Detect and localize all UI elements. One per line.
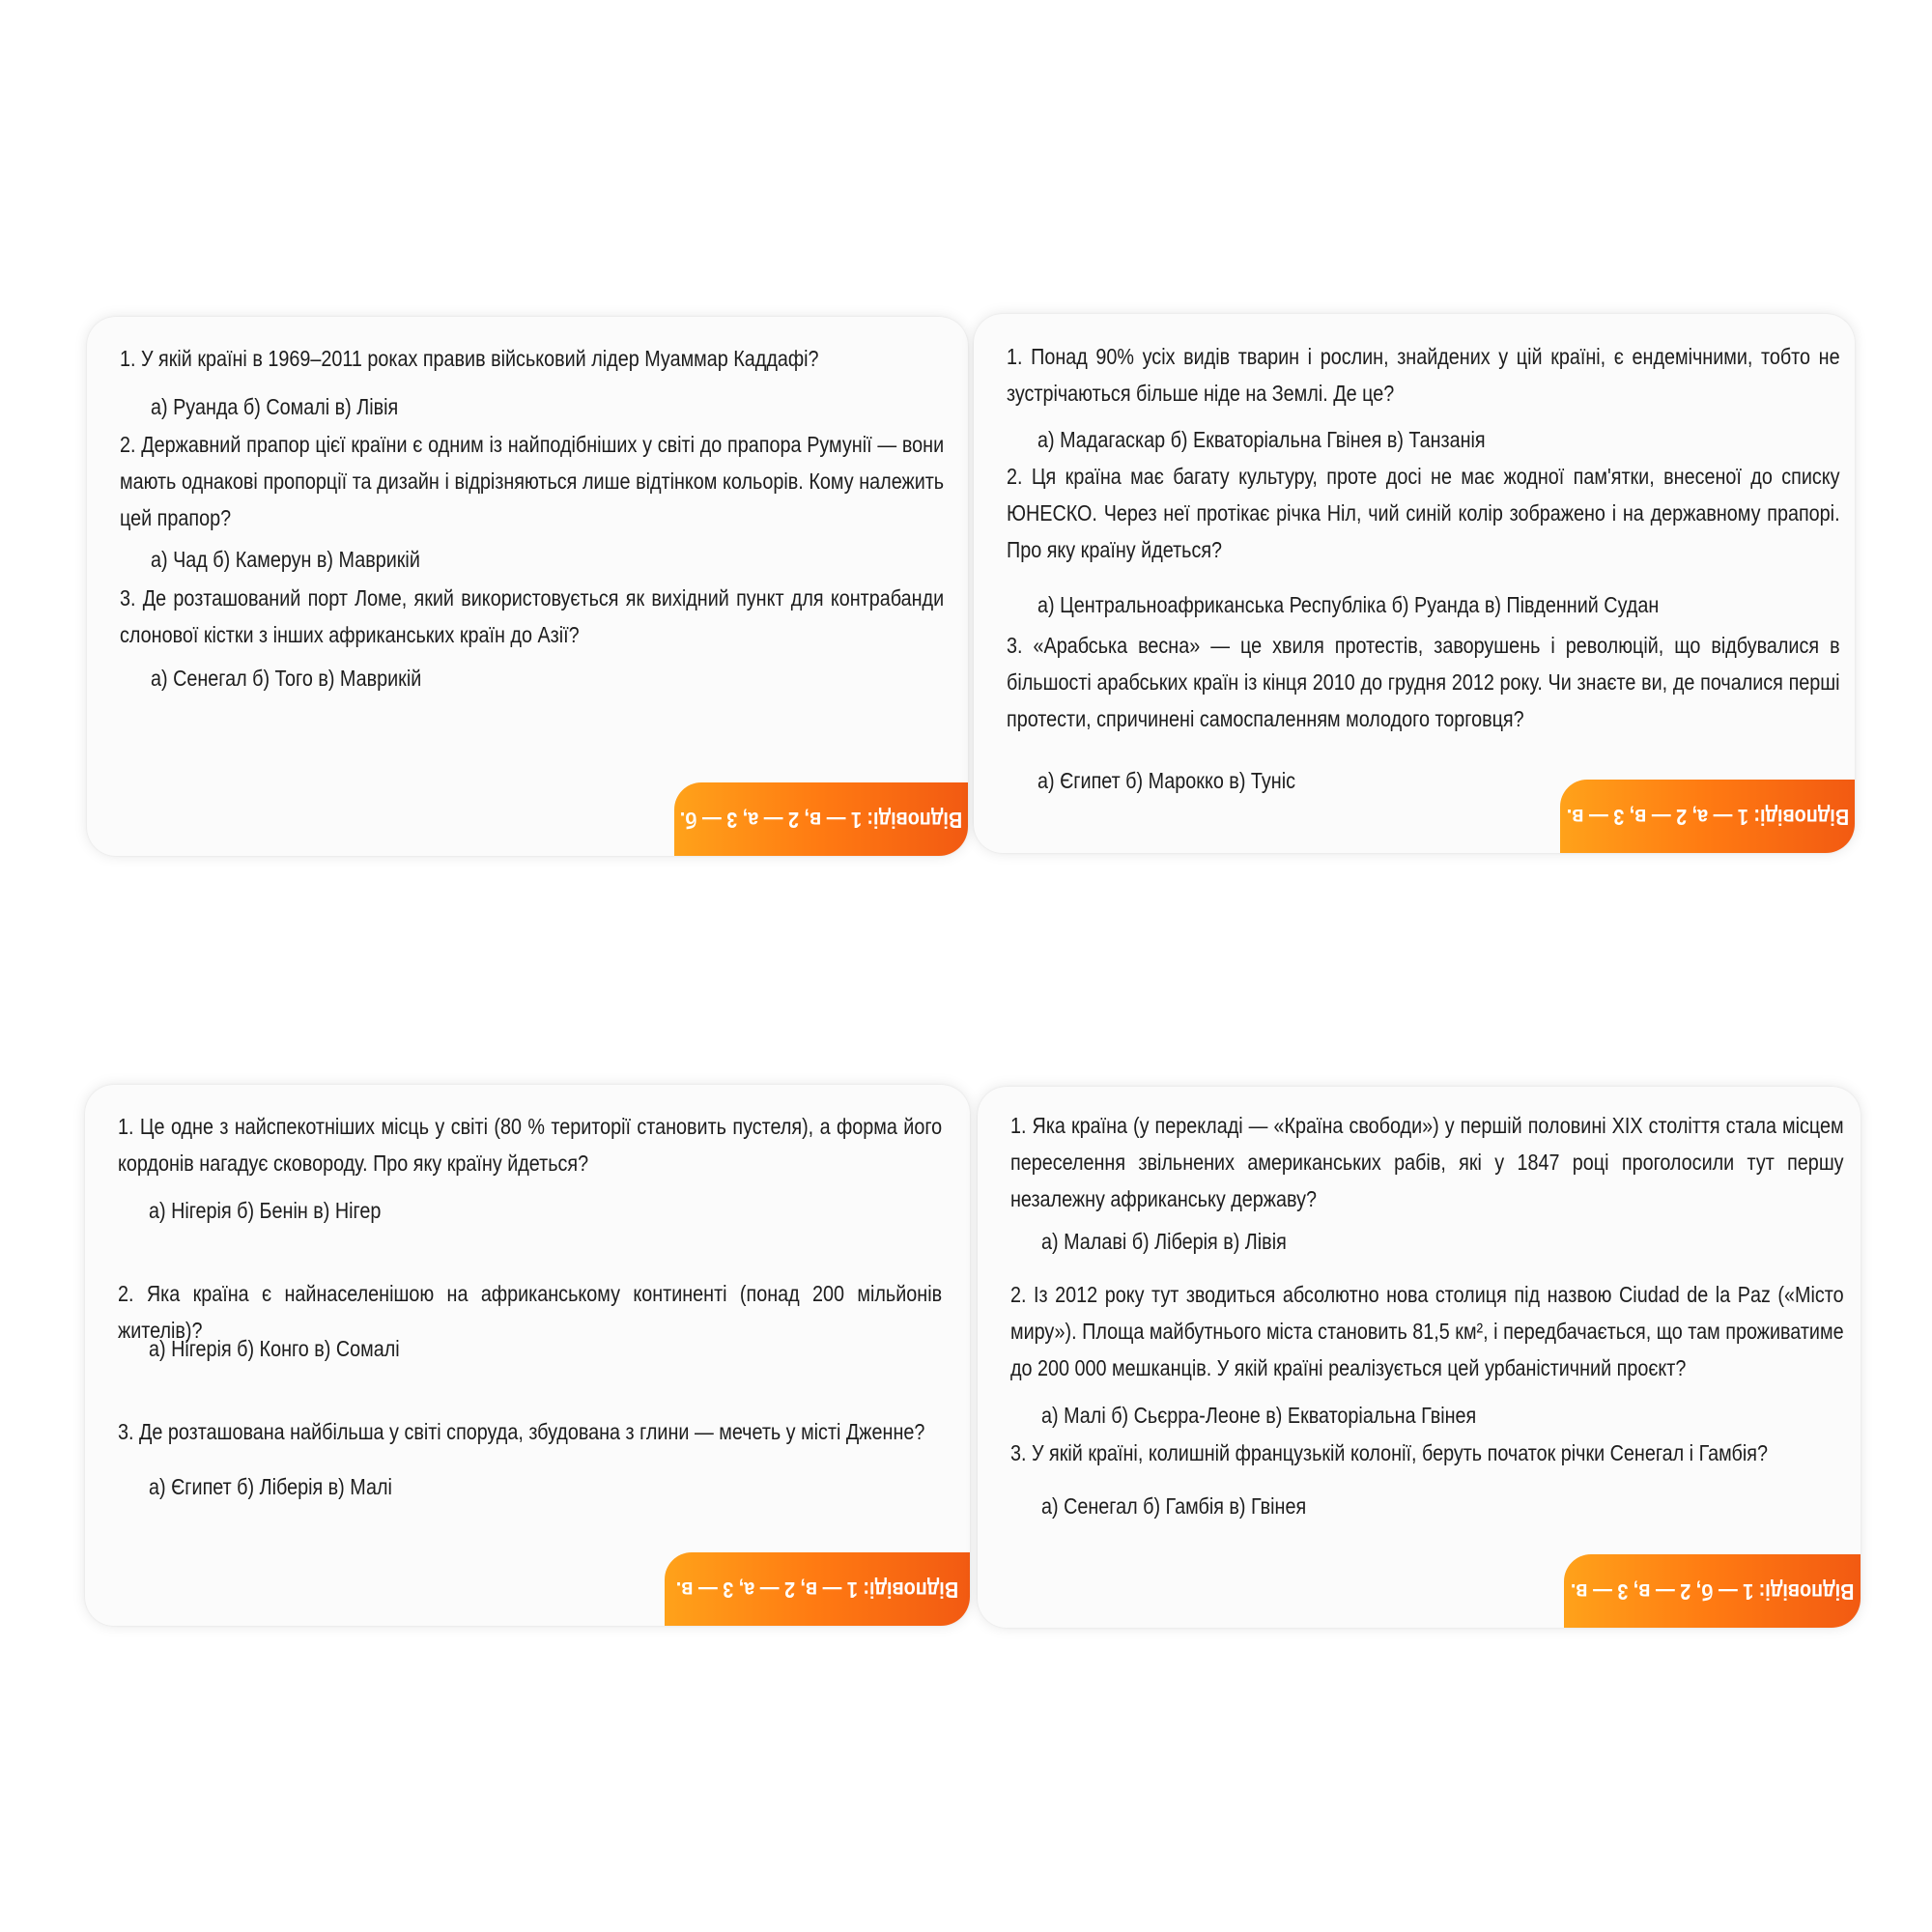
question-3: 3. Де розташований порт Ломе, який використовується як вихідний пункт для контрабанди слонової кістки з інших африканських країн до Азії?	[120, 585, 945, 647]
answer-options-2: а) Центральноафриканська Республіка б) Руанда в) Південний Судан	[1037, 592, 1660, 617]
answer-options-3: а) Єгипет б) Ліберія в) Малі	[149, 1474, 392, 1499]
question-2: 2. Із 2012 року тут зводиться абсолютно нова столиця під назвою Ciudad de la Paz («Місто миру»). Площа майбутнього міста становить 81,5 км², і передбачається, що там проживатиме до 200 000 мешканців. У якій країні реалізується цей урбаністичний проєкт?	[1010, 1282, 1844, 1380]
answer-options-2: а) Чад б) Камерун в) Маврикій	[151, 547, 420, 572]
question-1: 1. Яка країна (у перекладі — «Країна свободи») у першій половині XIX століття стала місцем переселення звільнених американських рабів, які у 1847 році проголосили тут першу незалежну африканську державу?	[1010, 1113, 1844, 1211]
answer-options-1: а) Нігерія б) Бенін в) Нігер	[149, 1198, 382, 1223]
question-3: 3. «Арабська весна» — це хвиля протестів, заворушень і революцій, що відбувалися в більшості арабських країн із кінця 2010 до грудня 2012 року. Чи знаєте ви, де почалися перші протести, спричинені самоспаленням молодого торговця?	[1007, 633, 1840, 731]
answer-options-3: а) Єгипет б) Марокко в) Туніс	[1037, 768, 1295, 793]
quiz-card-1	[87, 317, 968, 856]
question-2: 2. Ця країна має багату культуру, проте досі не має жодної пам'ятки, внесеної до списку ЮНЕСКО. Через неї протікає річка Ніл, чий синій колір зображено і на державному прапорі. Про яку країну йдеться?	[1007, 464, 1840, 562]
answer-key-text: Відповіді: 1 — а, 2 — в, 3 — в.	[1566, 804, 1849, 830]
question-2: 2. Державний прапор цієї країни є одним із найподібніших у світі до прапора Румунії — вони мають однакові пропорції та дизайн і відрізняються лише відтінком кольорів. Кому належить цей прапор?	[120, 432, 945, 530]
answer-options-3: а) Сенегал б) Гамбія в) Гвінея	[1041, 1493, 1307, 1519]
answer-key-tab	[665, 1552, 970, 1626]
question-1: 1. Це одне з найспекотніших місць у світі (80 % території становить пустеля), а форма його кордонів нагадує сковороду. Про яку країну йдеться?	[118, 1114, 943, 1176]
question-3: 3. У якій країні, колишній французькій колонії, беруть початок річки Сенегал і Гамбія?	[1010, 1440, 1768, 1465]
quiz-card-4	[978, 1087, 1861, 1628]
quiz-card-3	[85, 1085, 970, 1626]
answer-key-text: Відповіді: 1 — в, 2 — а, 3 — в.	[675, 1577, 959, 1603]
quiz-card-2	[974, 314, 1855, 853]
answer-key-tab	[1564, 1554, 1861, 1628]
answer-options-3: а) Сенегал б) Того в) Маврикій	[151, 666, 422, 691]
answer-key-tab	[1560, 780, 1855, 853]
answer-options-1: а) Малаві б) Ліберія в) Лівія	[1041, 1229, 1287, 1254]
answer-options-2: а) Нігерія б) Конго в) Сомалі	[149, 1336, 400, 1361]
answer-options-1: а) Мадагаскар б) Екваторіальна Гвінея в) Танзанія	[1037, 427, 1486, 452]
answer-options-1: а) Руанда б) Сомалі в) Лівія	[151, 394, 399, 419]
question-2: 2. Яка країна є найнаселенішою на африканському континенті (понад 200 мільйонів жителів)?	[118, 1281, 943, 1343]
question-1: 1. Понад 90% усіх видів тварин і рослин, знайдених у цій країні, є ендемічними, тобто не зустрічаються більше ніде на Землі. Де це?	[1007, 344, 1840, 406]
question-3: 3. Де розташована найбільша у світі споруда, збудована з глини — мечеть у місті Дженне?	[118, 1419, 925, 1444]
question-1: 1. У якій країні в 1969–2011 роках правив військовий лідер Муаммар Каддафі?	[120, 346, 819, 371]
answer-options-2: а) Малі б) Сьєрра-Леоне в) Екваторіальна Гвінея	[1041, 1403, 1477, 1428]
answer-key-text: Відповіді: 1 — в, 2 — а, 3 — б.	[679, 807, 963, 833]
answer-key-text: Відповіді: 1 — б, 2 — в, 3 — в.	[1570, 1578, 1855, 1605]
answer-key-tab	[674, 782, 968, 856]
